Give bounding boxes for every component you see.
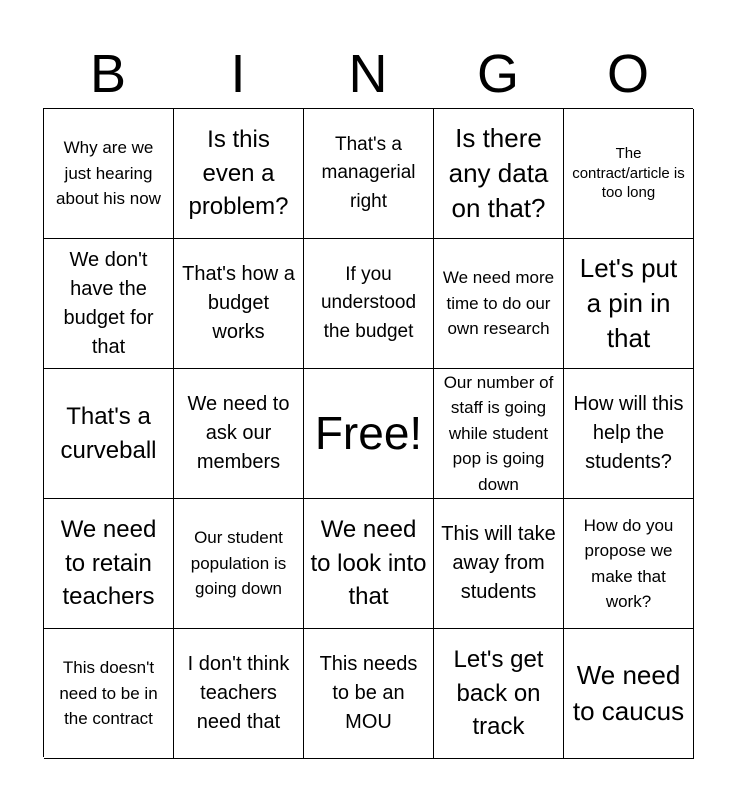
bingo-cell[interactable]: We need to look into that	[304, 499, 434, 629]
bingo-cell[interactable]: This will take away from students	[434, 499, 564, 629]
bingo-cell[interactable]: How do you propose we make that work?	[564, 499, 694, 629]
bingo-cell[interactable]: We need more time to do our own research	[434, 239, 564, 369]
bingo-cell[interactable]: If you understood the budget	[304, 239, 434, 369]
header-letter-i: I	[230, 44, 246, 104]
bingo-cell[interactable]: Why are we just hearing about his now	[44, 109, 174, 239]
bingo-cell[interactable]: How will this help the students?	[564, 369, 694, 499]
bingo-cell[interactable]: This doesn't need to be in the contract	[44, 629, 174, 759]
header-letter-g: G	[476, 44, 519, 104]
bingo-cell[interactable]: The contract/article is too long	[564, 109, 694, 239]
bingo-cell[interactable]: We need to caucus	[564, 629, 694, 759]
header-letter-b: B	[89, 44, 127, 104]
bingo-cell[interactable]: This needs to be an MOU	[304, 629, 434, 759]
header-letter-n: N	[348, 44, 388, 104]
bingo-cell[interactable]: That's how a budget works	[174, 239, 304, 369]
bingo-cell[interactable]: Our number of staff is going while student pop is going down	[434, 369, 564, 499]
bingo-cell[interactable]: That's a managerial right	[304, 109, 434, 239]
bingo-cell[interactable]: Is this even a problem?	[174, 109, 304, 239]
free-space-cell[interactable]: Free!	[304, 369, 434, 499]
bingo-cell[interactable]: We need to retain teachers	[44, 499, 174, 629]
bingo-cell[interactable]: We need to ask our members	[174, 369, 304, 499]
bingo-cell[interactable]: We don't have the budget for that	[44, 239, 174, 369]
bingo-cell[interactable]: Is there any data on that?	[434, 109, 564, 239]
bingo-header	[43, 40, 693, 108]
bingo-cell[interactable]: Let's put a pin in that	[564, 239, 694, 369]
bingo-cell[interactable]: Let's get back on track	[434, 629, 564, 759]
bingo-cell[interactable]: I don't think teachers need that	[174, 629, 304, 759]
bingo-cell[interactable]: Our student population is going down	[174, 499, 304, 629]
bingo-board	[43, 108, 693, 757]
bingo-cell[interactable]: That's a curveball	[44, 369, 174, 499]
header-letter-o: O	[606, 44, 649, 104]
